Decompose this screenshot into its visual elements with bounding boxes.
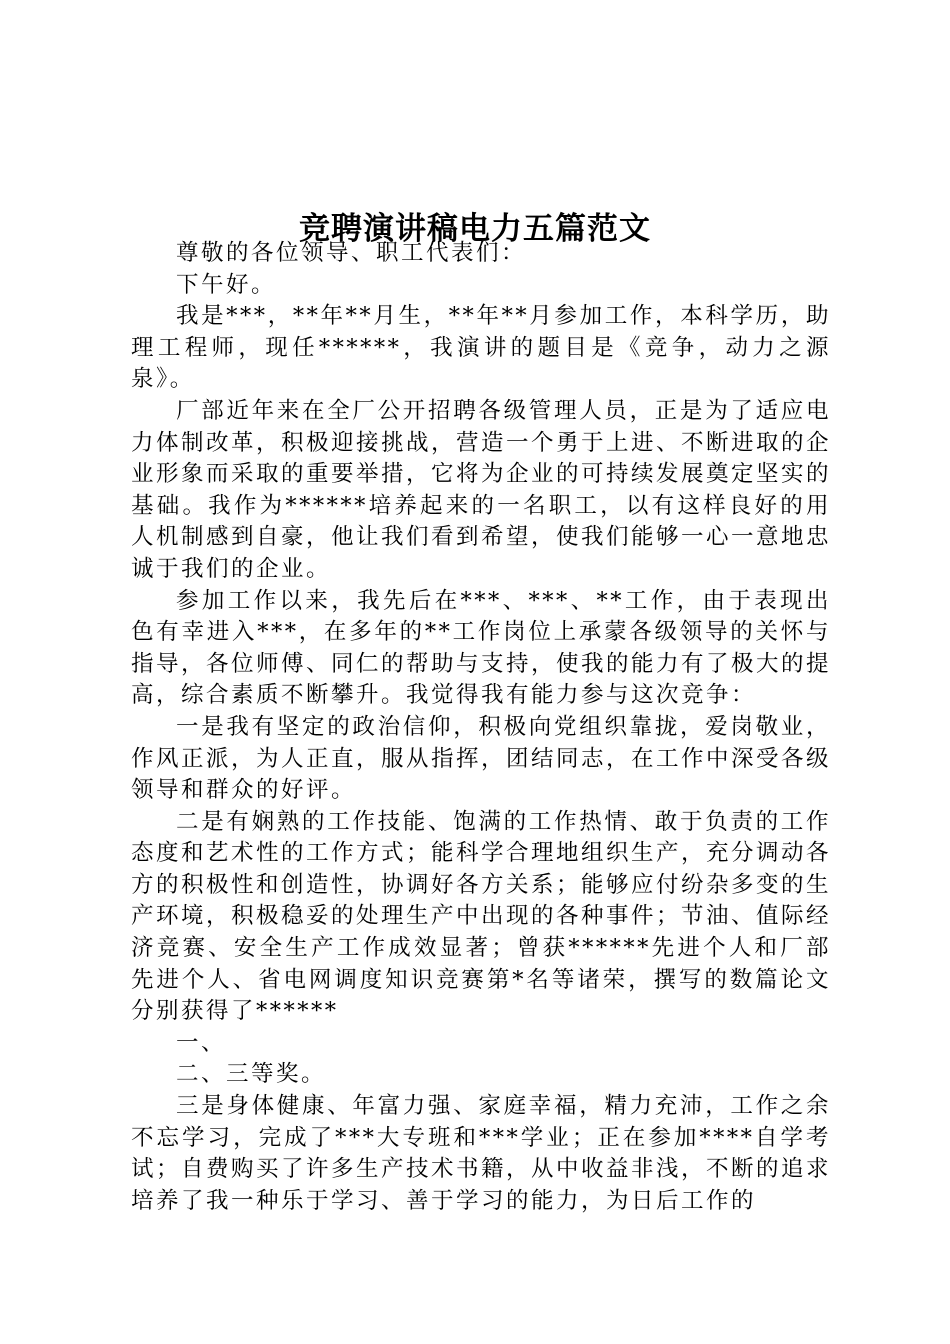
paragraph-intro: 我是***，**年**月生，**年**月参加工作，本科学历，助理工程师，现任******，我演讲的题目是《竞争，动力之源泉》。	[131, 303, 831, 393]
document-title: 竞聘演讲稿电力五篇范文	[299, 210, 651, 247]
paragraph-background: 厂部近年来在全厂公开招聘各级管理人员，正是为了适应电力体制改革，积极迎接挑战，营造一个勇于上进、不断进取的企业形象而采取的重要举措，它将为企业的可持续发展奠定坚实的基础。我作为******培养起来的一名职工，以有这样良好的用人机制感到自豪，他让我们看到希望，使我们能够一心一意地忠诚于我们的企业。	[131, 397, 832, 582]
paragraph-point-three: 三是身体健康、年富力强、家庭幸福，精力充沛，工作之余不忘学习，完成了***大专班和***学业；正在参加****自学考试；自费购买了许多生产技术书籍，从中收益非浅，不断的追求培养了我一种乐于学习、善于学习的能力，为日后工作的	[131, 1093, 832, 1214]
greeting: 下午好。	[176, 271, 277, 298]
paragraph-fragment-one: 一、	[176, 1029, 227, 1056]
salutation: 尊敬的各位领导、职工代表们：	[176, 240, 527, 266]
paragraph-experience: 参加工作以来，我先后在***、***、**工作，由于表现出色有幸进入***，在多年的**工作岗位上承蒙各级领导的关怀与指导，各位师傅、同仁的帮助与支持，使我的能力有了极大的提高，综合素质不断攀升。我觉得我有能力参与这次竞争：	[131, 587, 832, 709]
paragraph-fragment-two: 二、三等奖。	[176, 1061, 327, 1088]
paragraph-point-two: 二是有娴熟的工作技能、饱满的工作热情、敢于负责的工作态度和艺术性的工作方式；能科学合理地组织生产，充分调动各方的积极性和创造性，协调好各方关系；能够应付纷杂多变的生产环境，积极稳妥的处理生产中出现的各种事件；节油、值际经济竞赛、安全生产工作成效显著；曾获******先进个人和厂部先进个人、省电网调度知识竞赛第*名等诸荣，撰写的数篇论文分别获得了******	[131, 808, 832, 1025]
paragraph-point-one: 一是我有坚定的政治信仰，积极向党组织靠拢，爱岗敬业，作风正派，为人正直，服从指挥，团结同志，在工作中深受各级领导和群众的好评。	[131, 713, 832, 804]
document-body	[131, 238, 831, 1217]
